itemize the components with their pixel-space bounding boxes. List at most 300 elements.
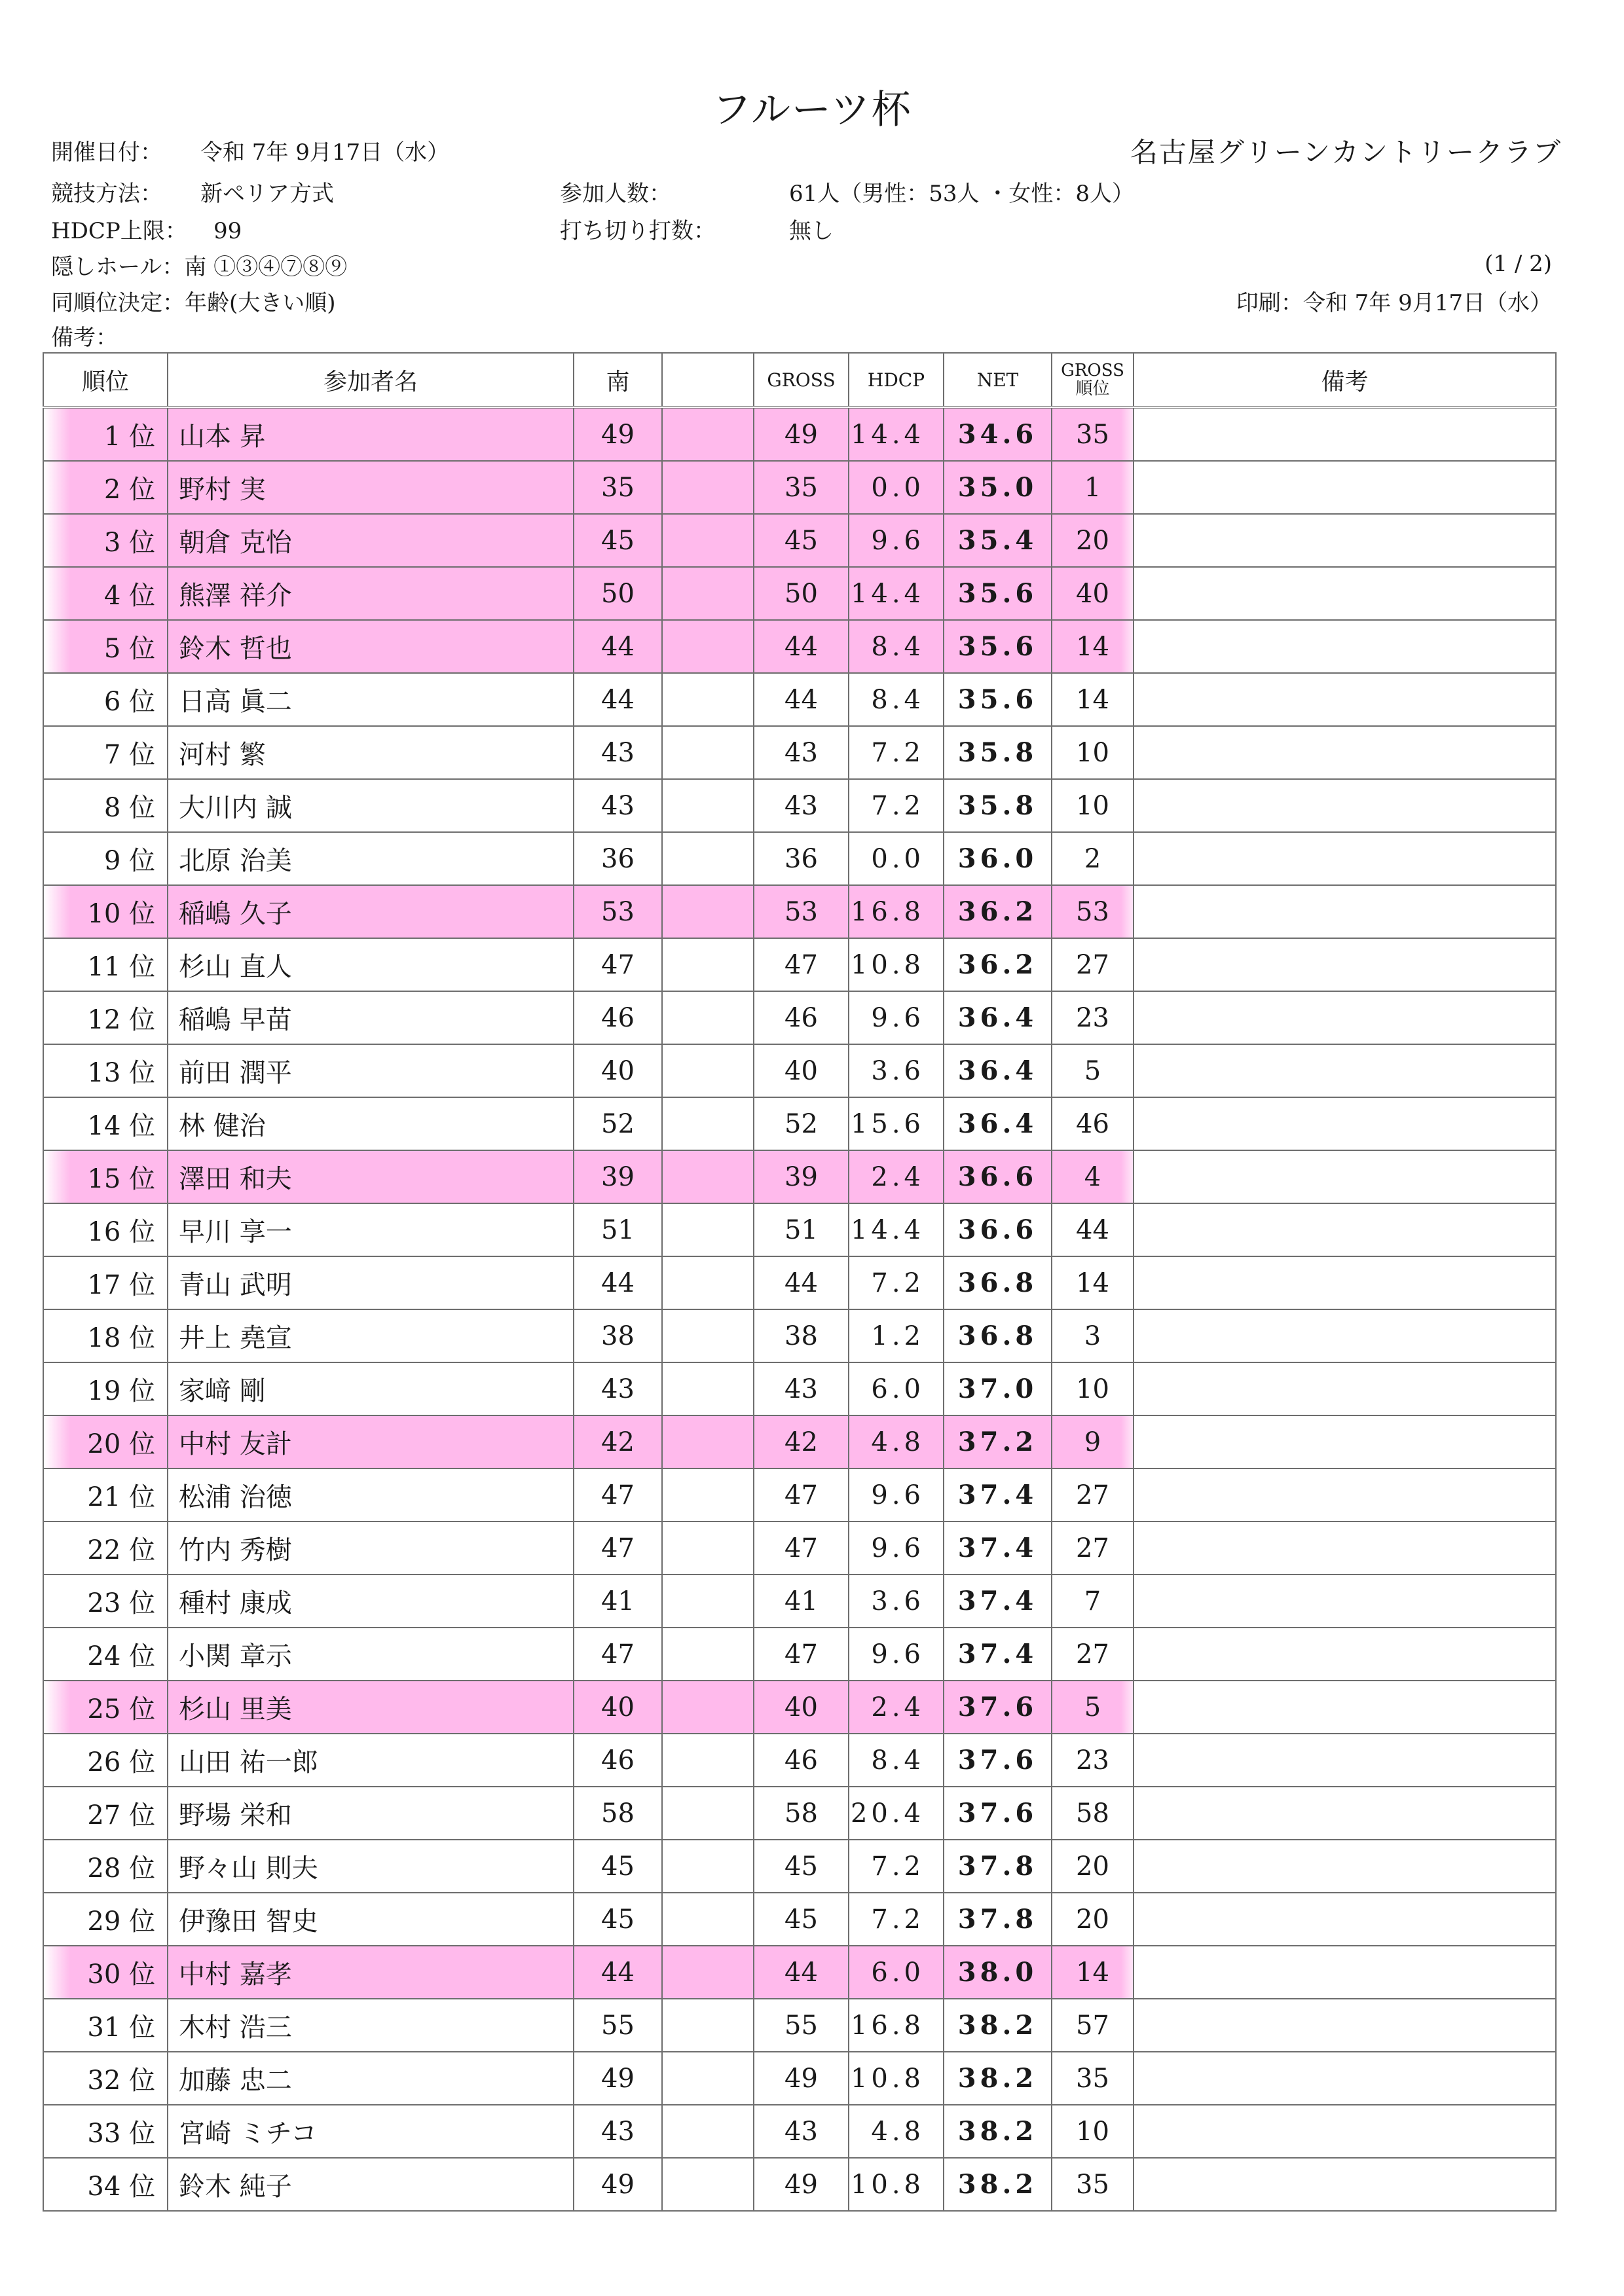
cell-blank [662, 832, 754, 885]
table-row [43, 726, 1556, 779]
cell-hdcp: 7.2 [849, 1893, 944, 1946]
cell-remarks [1134, 779, 1556, 832]
cell-south: 47 [574, 1628, 662, 1681]
cell-blank [662, 1999, 754, 2052]
cell-net: 37.8 [944, 1840, 1052, 1893]
cell-rank: 16 位 [43, 1203, 168, 1256]
cell-rank: 32 位 [43, 2052, 168, 2105]
cell-name: 林 健治 [168, 1097, 574, 1150]
cell-hdcp: 6.0 [849, 1946, 944, 1999]
cell-blank [662, 461, 754, 514]
cell-name: 伊豫田 智史 [168, 1893, 574, 1946]
cell-hdcp: 20.4 [849, 1787, 944, 1840]
col-south-header: 南 [574, 353, 662, 407]
cell-name: 日高 眞二 [168, 673, 574, 726]
hdcp-limit-label: HDCP上限： [51, 218, 187, 244]
tiebreak-value: 年齢(大きい順) [185, 290, 336, 316]
cell-hdcp: 3.6 [849, 1044, 944, 1097]
cell-gross-rank: 10 [1052, 726, 1134, 779]
cell-net: 38.2 [944, 1999, 1052, 2052]
participants-line [560, 175, 1134, 208]
cell-gross: 52 [754, 1097, 849, 1150]
cell-gross-rank: 20 [1052, 1893, 1134, 1946]
cell-gross-rank: 44 [1052, 1203, 1134, 1256]
cell-remarks [1134, 726, 1556, 779]
cell-remarks [1134, 1575, 1556, 1628]
cell-name: 北原 治美 [168, 832, 574, 885]
cell-south: 43 [574, 726, 662, 779]
cell-net: 36.8 [944, 1309, 1052, 1362]
col-gross-rank-header [1052, 353, 1134, 407]
cell-remarks [1134, 1044, 1556, 1097]
cell-blank [662, 1203, 754, 1256]
cell-remarks [1134, 2052, 1556, 2105]
cell-gross-rank: 9 [1052, 1415, 1134, 1468]
cell-name: 種村 康成 [168, 1575, 574, 1628]
method-label: 競技方法： [51, 181, 162, 207]
table-row [43, 1522, 1556, 1575]
cell-rank: 15 位 [43, 1150, 168, 1203]
cell-net: 38.2 [944, 2158, 1052, 2211]
cell-net: 37.6 [944, 1681, 1052, 1734]
cell-blank [662, 1946, 754, 1999]
cell-gross: 36 [754, 832, 849, 885]
table-header-row [43, 353, 1556, 407]
cell-gross: 38 [754, 1309, 849, 1362]
cell-hdcp: 8.4 [849, 1734, 944, 1787]
table-row [43, 2105, 1556, 2158]
cell-net: 37.0 [944, 1362, 1052, 1415]
cell-remarks [1134, 1840, 1556, 1893]
col-blank-header [662, 353, 754, 407]
cell-hdcp: 1.2 [849, 1309, 944, 1362]
cell-remarks [1134, 1097, 1556, 1150]
cell-remarks [1134, 1893, 1556, 1946]
cell-blank [662, 407, 754, 461]
cell-rank: 11 位 [43, 938, 168, 991]
cell-blank [662, 514, 754, 567]
col-hdcp-header: HDCP [849, 353, 944, 407]
cell-gross: 45 [754, 1840, 849, 1893]
cell-net: 36.4 [944, 991, 1052, 1044]
cell-gross: 49 [754, 2158, 849, 2211]
cell-gross: 43 [754, 726, 849, 779]
cell-net: 37.4 [944, 1468, 1052, 1522]
cell-remarks [1134, 407, 1556, 461]
cell-gross-rank: 23 [1052, 1734, 1134, 1787]
cell-blank [662, 2158, 754, 2211]
table-row [43, 1787, 1556, 1840]
table-body [43, 407, 1556, 2211]
participants-value: 61人（男性：53人 ・女性：8人） [789, 181, 1134, 207]
cell-name: 野村 実 [168, 461, 574, 514]
cell-gross: 44 [754, 620, 849, 673]
table-row [43, 1893, 1556, 1946]
table-row [43, 1362, 1556, 1415]
table-row [43, 1468, 1556, 1522]
cell-name: 澤田 和夫 [168, 1150, 574, 1203]
cell-gross-rank: 14 [1052, 620, 1134, 673]
cell-south: 49 [574, 2158, 662, 2211]
table-row [43, 1097, 1556, 1150]
cell-gross: 41 [754, 1575, 849, 1628]
cell-gross: 39 [754, 1150, 849, 1203]
cell-south: 52 [574, 1097, 662, 1150]
cell-gross: 44 [754, 673, 849, 726]
cell-remarks [1134, 1734, 1556, 1787]
cell-name: 野々山 則夫 [168, 1840, 574, 1893]
cell-name: 山田 祐一郎 [168, 1734, 574, 1787]
cell-gross: 40 [754, 1044, 849, 1097]
cell-south: 35 [574, 461, 662, 514]
cell-hdcp: 9.6 [849, 1468, 944, 1522]
cell-name: 野場 栄和 [168, 1787, 574, 1840]
cell-gross: 53 [754, 885, 849, 938]
print-value: 令和 7年 9月17日（水） [1302, 290, 1552, 316]
cell-rank: 19 位 [43, 1362, 168, 1415]
cell-gross-rank: 1 [1052, 461, 1134, 514]
cell-net: 35.6 [944, 620, 1052, 673]
cell-gross-rank: 4 [1052, 1150, 1134, 1203]
cell-gross: 51 [754, 1203, 849, 1256]
cell-hdcp: 16.8 [849, 885, 944, 938]
cutoff-line [560, 213, 834, 245]
cell-blank [662, 1575, 754, 1628]
cell-hdcp: 0.0 [849, 461, 944, 514]
cell-name: 杉山 直人 [168, 938, 574, 991]
cell-name: 河村 繁 [168, 726, 574, 779]
cell-net: 36.8 [944, 1256, 1052, 1309]
hdcp-limit-value: 99 [213, 218, 242, 244]
cell-rank: 6 位 [43, 673, 168, 726]
cell-name: 宮崎 ミチコ [168, 2105, 574, 2158]
cell-blank [662, 1044, 754, 1097]
cell-rank: 28 位 [43, 1840, 168, 1893]
table-row [43, 1946, 1556, 1999]
cell-remarks [1134, 1787, 1556, 1840]
table-row [43, 1203, 1556, 1256]
hidden-holes-line [51, 249, 347, 281]
table-row [43, 1256, 1556, 1309]
table-row [43, 1681, 1556, 1734]
cell-remarks [1134, 938, 1556, 991]
cell-gross: 55 [754, 1999, 849, 2052]
cell-net: 37.4 [944, 1522, 1052, 1575]
cell-gross-rank: 3 [1052, 1309, 1134, 1362]
table-row [43, 779, 1556, 832]
cell-hdcp: 7.2 [849, 1840, 944, 1893]
cell-rank: 33 位 [43, 2105, 168, 2158]
cell-gross-rank: 35 [1052, 2158, 1134, 2211]
cell-blank [662, 1840, 754, 1893]
cell-hdcp: 6.0 [849, 1362, 944, 1415]
cell-rank: 26 位 [43, 1734, 168, 1787]
table-row [43, 885, 1556, 938]
cell-hdcp: 10.8 [849, 2158, 944, 2211]
cell-name: 稲嶋 早苗 [168, 991, 574, 1044]
cell-remarks [1134, 514, 1556, 567]
cell-hdcp: 0.0 [849, 832, 944, 885]
cell-gross-rank: 7 [1052, 1575, 1134, 1628]
cell-net: 36.0 [944, 832, 1052, 885]
cell-net: 37.6 [944, 1787, 1052, 1840]
cell-blank [662, 620, 754, 673]
cell-rank: 4 位 [43, 567, 168, 620]
remarks-label: 備考： [51, 325, 118, 351]
cell-net: 35.8 [944, 779, 1052, 832]
cell-blank [662, 1309, 754, 1362]
cell-gross: 44 [754, 1946, 849, 1999]
cell-blank [662, 1681, 754, 1734]
cell-rank: 25 位 [43, 1681, 168, 1734]
cell-rank: 27 位 [43, 1787, 168, 1840]
cell-gross: 49 [754, 2052, 849, 2105]
cell-south: 45 [574, 1840, 662, 1893]
cell-name: 中村 嘉孝 [168, 1946, 574, 1999]
cell-south: 44 [574, 1946, 662, 1999]
cell-net: 36.6 [944, 1150, 1052, 1203]
cell-gross-rank: 10 [1052, 1362, 1134, 1415]
cell-net: 36.2 [944, 885, 1052, 938]
cell-rank: 13 位 [43, 1044, 168, 1097]
cell-blank [662, 1150, 754, 1203]
cell-gross: 46 [754, 1734, 849, 1787]
table-row [43, 938, 1556, 991]
cell-gross-rank: 23 [1052, 991, 1134, 1044]
cell-hdcp: 2.4 [849, 1150, 944, 1203]
cell-hdcp: 4.8 [849, 1415, 944, 1468]
cell-hdcp: 14.4 [849, 407, 944, 461]
date-label: 開催日付： [51, 139, 162, 166]
cell-name: 青山 武明 [168, 1256, 574, 1309]
cell-blank [662, 1415, 754, 1468]
cell-rank: 9 位 [43, 832, 168, 885]
cell-hdcp: 9.6 [849, 1522, 944, 1575]
table-row [43, 1999, 1556, 2052]
cell-blank [662, 1893, 754, 1946]
cell-net: 35.0 [944, 461, 1052, 514]
cell-gross: 47 [754, 1468, 849, 1522]
cell-hdcp: 9.6 [849, 514, 944, 567]
cell-gross-rank: 57 [1052, 1999, 1134, 2052]
cell-hdcp: 15.6 [849, 1097, 944, 1150]
cell-hdcp: 7.2 [849, 779, 944, 832]
tiebreak-line [51, 285, 336, 317]
cell-remarks [1134, 673, 1556, 726]
cell-name: 鈴木 純子 [168, 2158, 574, 2211]
cell-remarks [1134, 1946, 1556, 1999]
cell-net: 36.4 [944, 1097, 1052, 1150]
cell-hdcp: 7.2 [849, 726, 944, 779]
cell-name: 前田 潤平 [168, 1044, 574, 1097]
cell-name: 加藤 忠二 [168, 2052, 574, 2105]
cell-hdcp: 8.4 [849, 673, 944, 726]
cell-gross: 43 [754, 2105, 849, 2158]
cell-name: 木村 浩三 [168, 1999, 574, 2052]
cell-hdcp: 10.8 [849, 2052, 944, 2105]
cell-south: 53 [574, 885, 662, 938]
cell-blank [662, 1787, 754, 1840]
cell-rank: 23 位 [43, 1575, 168, 1628]
cell-gross-rank: 5 [1052, 1044, 1134, 1097]
cell-net: 38.2 [944, 2052, 1052, 2105]
cell-gross-rank: 10 [1052, 2105, 1134, 2158]
cell-gross-rank: 14 [1052, 673, 1134, 726]
cell-south: 44 [574, 1256, 662, 1309]
cell-gross: 58 [754, 1787, 849, 1840]
cell-gross-rank: 27 [1052, 1468, 1134, 1522]
cell-blank [662, 1097, 754, 1150]
cell-remarks [1134, 1256, 1556, 1309]
table-row [43, 1628, 1556, 1681]
tiebreak-label: 同順位決定： [51, 290, 185, 316]
cell-south: 38 [574, 1309, 662, 1362]
cell-south: 46 [574, 1734, 662, 1787]
table-row [43, 1575, 1556, 1628]
cell-hdcp: 8.4 [849, 620, 944, 673]
cell-net: 37.4 [944, 1575, 1052, 1628]
hidden-holes-label: 隠しホール： [51, 254, 185, 280]
cutoff-value: 無し [789, 218, 834, 244]
table-row [43, 407, 1556, 461]
cell-name: 朝倉 克怡 [168, 514, 574, 567]
cell-gross: 47 [754, 1628, 849, 1681]
cell-blank [662, 885, 754, 938]
cell-remarks [1134, 991, 1556, 1044]
method-line [51, 175, 334, 208]
hidden-holes-value: 南 ①③④⑦⑧⑨ [184, 254, 348, 280]
cell-blank [662, 938, 754, 991]
cell-name: 家﨑 剛 [168, 1362, 574, 1415]
cell-gross: 50 [754, 567, 849, 620]
cell-remarks [1134, 1628, 1556, 1681]
cell-hdcp: 3.6 [849, 1575, 944, 1628]
cell-gross-rank: 10 [1052, 779, 1134, 832]
cell-gross: 43 [754, 779, 849, 832]
cell-remarks [1134, 1522, 1556, 1575]
cell-south: 43 [574, 2105, 662, 2158]
cell-south: 46 [574, 991, 662, 1044]
cell-blank [662, 1256, 754, 1309]
print-label: 印刷： [1236, 290, 1303, 316]
cell-rank: 18 位 [43, 1309, 168, 1362]
cell-blank [662, 1468, 754, 1522]
cell-south: 55 [574, 1999, 662, 2052]
cell-remarks [1134, 1362, 1556, 1415]
cell-remarks [1134, 1468, 1556, 1522]
cell-net: 36.2 [944, 938, 1052, 991]
table-row [43, 2158, 1556, 2211]
cell-remarks [1134, 567, 1556, 620]
cell-gross: 46 [754, 991, 849, 1044]
cell-gross-rank: 35 [1052, 407, 1134, 461]
cell-net: 34.6 [944, 407, 1052, 461]
cell-gross-rank: 20 [1052, 1840, 1134, 1893]
cell-gross-rank: 14 [1052, 1256, 1134, 1309]
cell-rank: 34 位 [43, 2158, 168, 2211]
cell-gross-rank: 58 [1052, 1787, 1134, 1840]
cell-name: 松浦 治徳 [168, 1468, 574, 1522]
cell-gross: 40 [754, 1681, 849, 1734]
cell-rank: 7 位 [43, 726, 168, 779]
cell-gross-rank: 2 [1052, 832, 1134, 885]
cell-name: 早川 享一 [168, 1203, 574, 1256]
cell-gross: 44 [754, 1256, 849, 1309]
cell-hdcp: 14.4 [849, 567, 944, 620]
cell-rank: 31 位 [43, 1999, 168, 2052]
cell-south: 47 [574, 1522, 662, 1575]
date-line [51, 134, 449, 166]
cell-name: 杉山 里美 [168, 1681, 574, 1734]
cell-south: 44 [574, 673, 662, 726]
cell-rank: 24 位 [43, 1628, 168, 1681]
results-table-wrapper [43, 352, 1555, 2212]
cell-south: 44 [574, 620, 662, 673]
cell-rank: 5 位 [43, 620, 168, 673]
cell-south: 58 [574, 1787, 662, 1840]
cell-name: 稲嶋 久子 [168, 885, 574, 938]
col-net-header: NET [944, 353, 1052, 407]
participants-label: 参加人数： [560, 181, 671, 207]
cell-south: 40 [574, 1681, 662, 1734]
table-row [43, 620, 1556, 673]
table-row [43, 567, 1556, 620]
cell-blank [662, 2052, 754, 2105]
cell-blank [662, 1522, 754, 1575]
cell-gross-rank: 14 [1052, 1946, 1134, 1999]
cell-gross-rank: 27 [1052, 1522, 1134, 1575]
cell-name: 山本 昇 [168, 407, 574, 461]
cell-net: 37.4 [944, 1628, 1052, 1681]
cell-south: 43 [574, 779, 662, 832]
document-title: フルーツ杯 [712, 87, 912, 133]
cell-blank [662, 1362, 754, 1415]
cell-hdcp: 9.6 [849, 1628, 944, 1681]
table-row [43, 1309, 1556, 1362]
table-row [43, 1840, 1556, 1893]
cell-name: 中村 友計 [168, 1415, 574, 1468]
cell-south: 41 [574, 1575, 662, 1628]
cell-rank: 29 位 [43, 1893, 168, 1946]
cell-gross-rank: 35 [1052, 2052, 1134, 2105]
cell-remarks [1134, 1150, 1556, 1203]
table-row [43, 832, 1556, 885]
club-name: 名古屋グリーンカントリークラブ [1130, 136, 1562, 168]
hdcp-limit-line [51, 213, 242, 245]
print-date-line [1236, 285, 1552, 317]
cell-gross-rank: 27 [1052, 1628, 1134, 1681]
cell-rank: 22 位 [43, 1522, 168, 1575]
cell-net: 35.4 [944, 514, 1052, 567]
cell-remarks [1134, 2158, 1556, 2211]
cell-remarks [1134, 1309, 1556, 1362]
cell-gross: 47 [754, 1522, 849, 1575]
cell-gross: 43 [754, 1362, 849, 1415]
cell-net: 38.0 [944, 1946, 1052, 1999]
col-rank-header: 順位 [43, 353, 168, 407]
cell-gross-rank: 27 [1052, 938, 1134, 991]
col-gross-rank-header-line2: 順位 [1075, 379, 1110, 399]
col-remarks-header: 備考 [1134, 353, 1556, 407]
cell-hdcp: 9.6 [849, 991, 944, 1044]
cell-south: 39 [574, 1150, 662, 1203]
table-row [43, 1150, 1556, 1203]
cell-net: 37.6 [944, 1734, 1052, 1787]
table-row [43, 673, 1556, 726]
table-row [43, 1415, 1556, 1468]
date-value: 令和 7年 9月17日（水） [200, 139, 450, 166]
cell-south: 45 [574, 514, 662, 567]
